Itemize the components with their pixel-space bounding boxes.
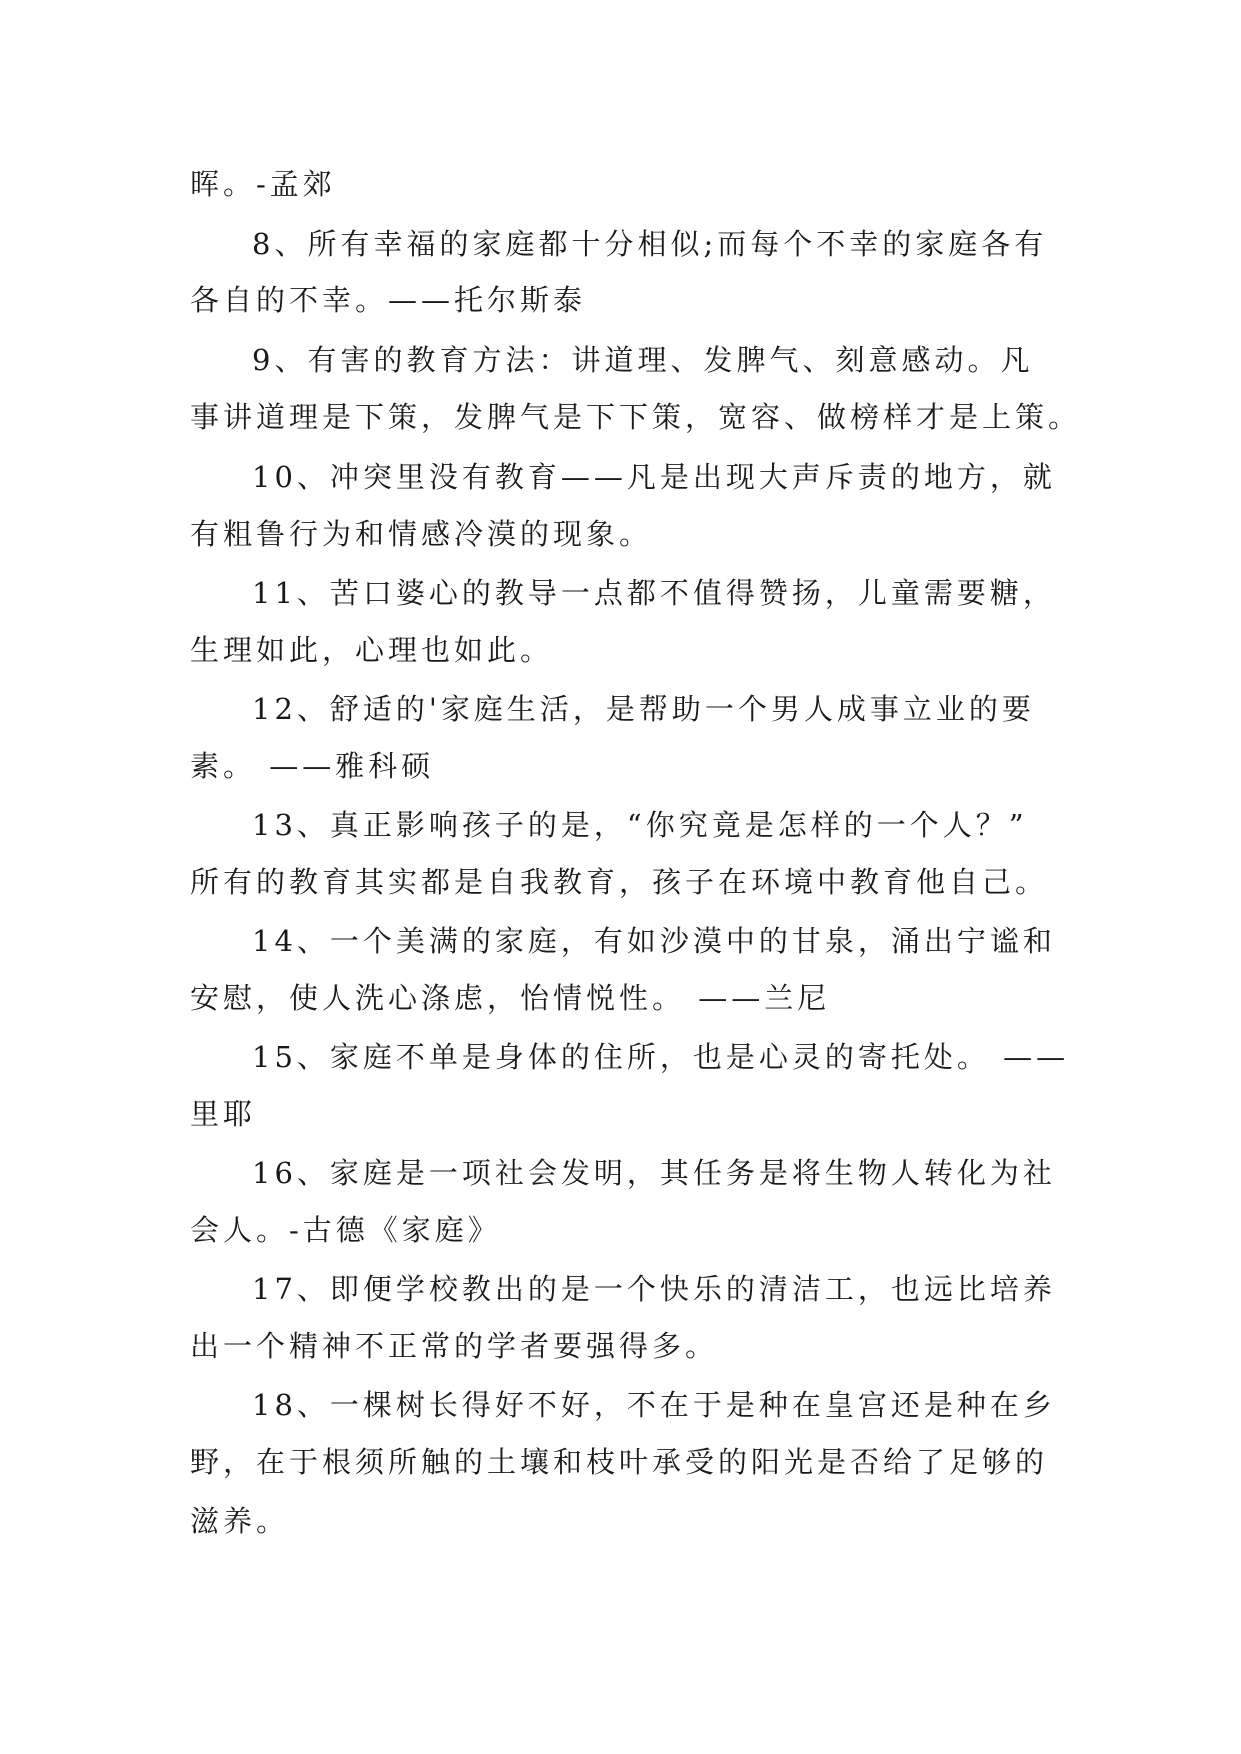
quote-11-line-1: 11、苦口婆心的教导一点都不值得赞扬，儿童需要糖， bbox=[252, 576, 1056, 610]
quote-9-line-2: 事讲道理是下策，发脾气是下下策，宽容、做榜样才是上策。 bbox=[190, 400, 1082, 434]
quote-13-line-1: 13、真正影响孩子的是，“你究竟是怎样的一个人？” bbox=[252, 808, 1028, 842]
quote-16-line-1: 16、家庭是一项社会发明，其任务是将生物人转化为社 bbox=[252, 1156, 1056, 1190]
quote-13-line-2: 所有的教育其实都是自我教育，孩子在环境中教育他自己。 bbox=[190, 865, 1049, 899]
quote-10-line-2: 有粗鲁行为和情感冷漠的现象。 bbox=[190, 517, 653, 551]
quote-14-line-2: 安慰，使人洗心涤虑，怡情悦性。 ——兰尼 bbox=[190, 981, 831, 1015]
quote-8-line-1: 8、所有幸福的家庭都十分相似;而每个不幸的家庭各有 bbox=[252, 227, 1048, 261]
quote-14-line-1: 14、一个美满的家庭，有如沙漠中的甘泉，涌出宁谧和 bbox=[252, 924, 1056, 958]
quote-12-line-1: 12、舒适的'家庭生活，是帮助一个男人成事立业的要 bbox=[252, 692, 1035, 726]
quote-10-line-1: 10、冲突里没有教育——凡是出现大声斥责的地方，就 bbox=[252, 460, 1056, 494]
quote-17-line-1: 17、即便学校教出的是一个快乐的清洁工，也远比培养 bbox=[252, 1272, 1056, 1306]
quote-16-line-2: 会人。-古德《家庭》 bbox=[190, 1213, 501, 1247]
quote-15-line-2: 里耶 bbox=[190, 1097, 257, 1131]
quote-8-line-2: 各自的不幸。——托尔斯泰 bbox=[190, 283, 587, 317]
quote-9-line-1: 9、有害的教育方法：讲道理、发脾气、刻意感动。凡 bbox=[252, 343, 1034, 377]
quote-17-line-2: 出一个精神不正常的学者要强得多。 bbox=[190, 1329, 719, 1363]
quote-18-line-3: 滋养。 bbox=[190, 1504, 290, 1538]
quote-18-line-1: 18、一棵树长得好不好，不在于是种在皇宫还是种在乡 bbox=[252, 1388, 1056, 1422]
quote-15-line-1: 15、家庭不单是身体的住所，也是心灵的寄托处。 —— bbox=[252, 1040, 1070, 1074]
text-line: 晖。-孟郊 bbox=[190, 167, 336, 201]
quote-11-line-2: 生理如此，心理也如此。 bbox=[190, 633, 554, 667]
quote-12-line-2: 素。 ——雅科硕 bbox=[190, 749, 435, 783]
quote-18-line-2: 野，在于根须所触的土壤和枝叶承受的阳光是否给了足够的 bbox=[190, 1445, 1049, 1479]
